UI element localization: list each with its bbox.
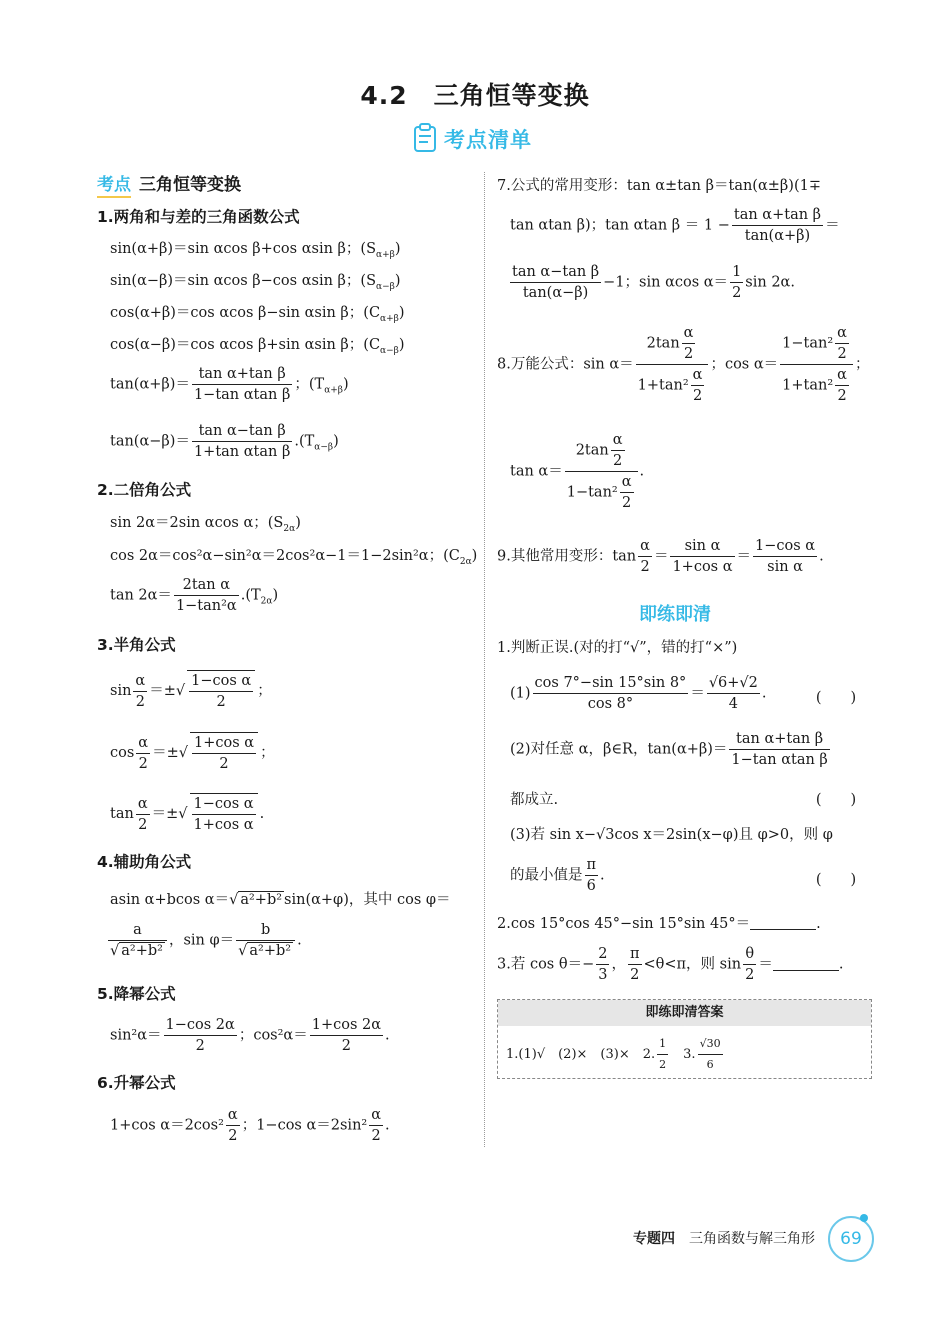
heading-2: 2.二倍角公式 bbox=[97, 481, 192, 499]
question-1-part-1: (1) $\frac{\cos 7^\circ-\sin 15^\circ\sin 8^\circ}{\cos 8^\circ}$ ＝ $\frac{√6+√2}{4}$ . bbox=[510, 675, 767, 712]
blank-2[interactable] bbox=[750, 915, 816, 930]
answer-card-body: 1.(1)√ (2)× (3)× 2. $\frac{1}{2}$ 3. $\frac{√30}{6}$ bbox=[498, 1026, 871, 1083]
page-number: 69 bbox=[828, 1216, 874, 1262]
answer-paren-1[interactable]: ( ) bbox=[815, 690, 857, 706]
footer-title: 三角函数与解三角形 bbox=[689, 1231, 815, 1247]
formula-sin-diff: sin(α−β)＝sin αcos β−cos αsin β；$(S_{\alpha-\beta})$ bbox=[110, 273, 401, 292]
page-number-dot bbox=[860, 1214, 868, 1222]
question-3: 3.若 cos θ＝− $\frac{2}{3}$ ， $\frac{\pi}{2}$ <θ<π，则 sin $\frac{\theta}{2}$ ＝ . bbox=[497, 946, 844, 983]
question-2: 2.cos 15°cos 45°−sin 15°sin 45°＝ . bbox=[497, 916, 821, 932]
heading-4: 4.辅助角公式 bbox=[97, 853, 192, 871]
answer-paren-2[interactable]: ( ) bbox=[815, 792, 857, 808]
formula-aux-1: asin α+bcos α＝√ a²+b² sin(α+φ)，其中 cos φ＝ bbox=[110, 892, 451, 908]
heading-1: 1.两角和与差的三角函数公式 bbox=[97, 208, 300, 226]
practice-heading: 即练即清 bbox=[639, 604, 711, 625]
answer-card bbox=[497, 999, 872, 1079]
question-1-stem: 1.判断正误.(对的打“√”，错的打“×”) bbox=[497, 640, 738, 656]
blank-3[interactable] bbox=[773, 956, 839, 971]
heading-5: 5.降幂公式 bbox=[97, 985, 176, 1003]
item-9: 9.其他常用变形：tan $\frac{\alpha}{2}$ ＝ $\frac{\text{sin α}}{\text{1+cos α}}$ ＝ $\frac{\text{1−cos α}}{\text{sin α}}$ . bbox=[497, 538, 824, 575]
item-7-line-2: tan αtan β)；tan αtan β ＝ 1 − $\frac{\text{tan α+tan β}}{\tan(\alpha+\beta)}$ ＝ bbox=[510, 207, 840, 244]
answer-card-header: 即练即清答案 bbox=[498, 1000, 871, 1026]
formula-half-cos: cos $\frac{\alpha}{2}$ ＝±√ $\frac{\text{1+cos α}}{2}$ ； bbox=[110, 732, 275, 774]
footer-chapter: 专题四 bbox=[633, 1231, 675, 1247]
heading-6: 6.升幂公式 bbox=[97, 1074, 176, 1092]
page-title: 4.2 三角恒等变换 bbox=[360, 81, 590, 110]
item-8-line-2: tan α＝ 2tan $\frac{\alpha}{2}$ 1−tan² $\frac{\alpha}{2}$ . bbox=[510, 432, 645, 511]
item-7-line-1: 7.公式的常用变形：tan α±tan β＝tan(α±β)(1∓ bbox=[497, 178, 821, 194]
formula-sin-sum: sin(α+β)＝sin αcos β+cos αsin β；$(S_{\alpha+\beta})$ bbox=[110, 241, 401, 260]
formula-half-tan: tan $\frac{\alpha}{2}$ ＝±√ $\frac{\text{1−cos α}}{\text{1+cos α}}$ . bbox=[110, 793, 264, 835]
clipboard-icon bbox=[412, 122, 442, 154]
formula-aux-2: $\frac{a}{\text{√ a²+b²}}$ ，sin φ＝ $\frac{b}{\text{√ a²+b²}}$ . bbox=[110, 922, 302, 959]
formula-half-sin: sin $\frac{\alpha}{2}$ ＝±√ $\frac{\text{1−cos α}}{2}$ ； bbox=[110, 670, 272, 712]
section-heading bbox=[97, 170, 241, 195]
question-1-part-3-end: 的最小值是 $\frac{\pi}{6}$ . bbox=[510, 857, 605, 894]
section-name: 三角恒等变换 bbox=[139, 175, 241, 195]
footer bbox=[633, 1228, 815, 1248]
item-8-line-1: 8.万能公式：sin α＝ 2tan $\frac{\alpha}{2}$ 1+tan² $\frac{\alpha}{2}$ ；cos α＝ 1−tan² $\frac{\alpha}{2}$ 1+tan² $\frac{\alpha}{2}$ ； bbox=[497, 325, 870, 404]
formula-tan-double: tan 2α＝ $\frac{\text{2tan α}}{\text{1−tan²α}}$ $.(T_{2\alpha})$ bbox=[110, 577, 279, 614]
formula-cos-double: cos 2α＝cos²α−sin²α＝2cos²α−1＝1−2sin²α；$(C_{2\alpha})$ bbox=[110, 548, 478, 567]
formula-tan-sum: tan(α+β)＝ $\frac{\text{tan α+tan β}}{\text{1−tan αtan β}}$ ；$(T_{\alpha+\beta})$ bbox=[110, 366, 349, 403]
formula-power-raise: 1+cos α＝2cos² $\frac{\alpha}{2}$ ；1−cos α＝2sin² $\frac{\alpha}{2}$ . bbox=[110, 1107, 390, 1144]
answer-paren-3[interactable]: ( ) bbox=[815, 872, 857, 888]
formula-tan-diff: tan(α−β)＝ $\frac{\text{tan α−tan β}}{\text{1+tan αtan β}}$ $.(T_{\alpha-\beta})$ bbox=[110, 423, 339, 460]
question-1-part-2-end: 都成立. bbox=[510, 792, 559, 808]
formula-cos-sum: cos(α+β)＝cos αcos β−sin αsin β；$(C_{\alpha+\beta})$ bbox=[110, 305, 405, 324]
heading-3: 3.半角公式 bbox=[97, 636, 176, 654]
badge-label: 考点清单 bbox=[444, 128, 532, 152]
question-1-part-2: (2)对任意 α，β∈R，tan(α+β)＝ $\frac{\text{tan α+tan β}}{\text{1−tan αtan β}}$ bbox=[510, 731, 828, 768]
key-points-badge bbox=[412, 122, 552, 154]
formula-power-reduce: sin²α＝ $\frac{1-\cos 2\alpha}{2}$ ；cos²α＝ $\frac{1+\cos 2\alpha}{2}$ . bbox=[110, 1017, 390, 1054]
formula-sin-double: sin 2α＝2sin αcos α；$(S_{2\alpha})$ bbox=[110, 515, 301, 534]
formula-cos-diff: cos(α−β)＝cos αcos β+sin αsin β；$(C_{\alpha-\beta})$ bbox=[110, 337, 405, 356]
column-divider bbox=[484, 172, 485, 1147]
item-7-line-3: $\frac{\text{tan α−tan β}}{\tan(\alpha-\beta)}$ −1；sin αcos α＝ $\frac{1}{2}$ sin 2α. bbox=[512, 264, 795, 301]
section-tag: 考点 bbox=[97, 175, 131, 198]
question-1-part-3: (3)若 sin x−√3cos x＝2sin(x−φ)且 φ>0，则 φ bbox=[510, 827, 833, 843]
